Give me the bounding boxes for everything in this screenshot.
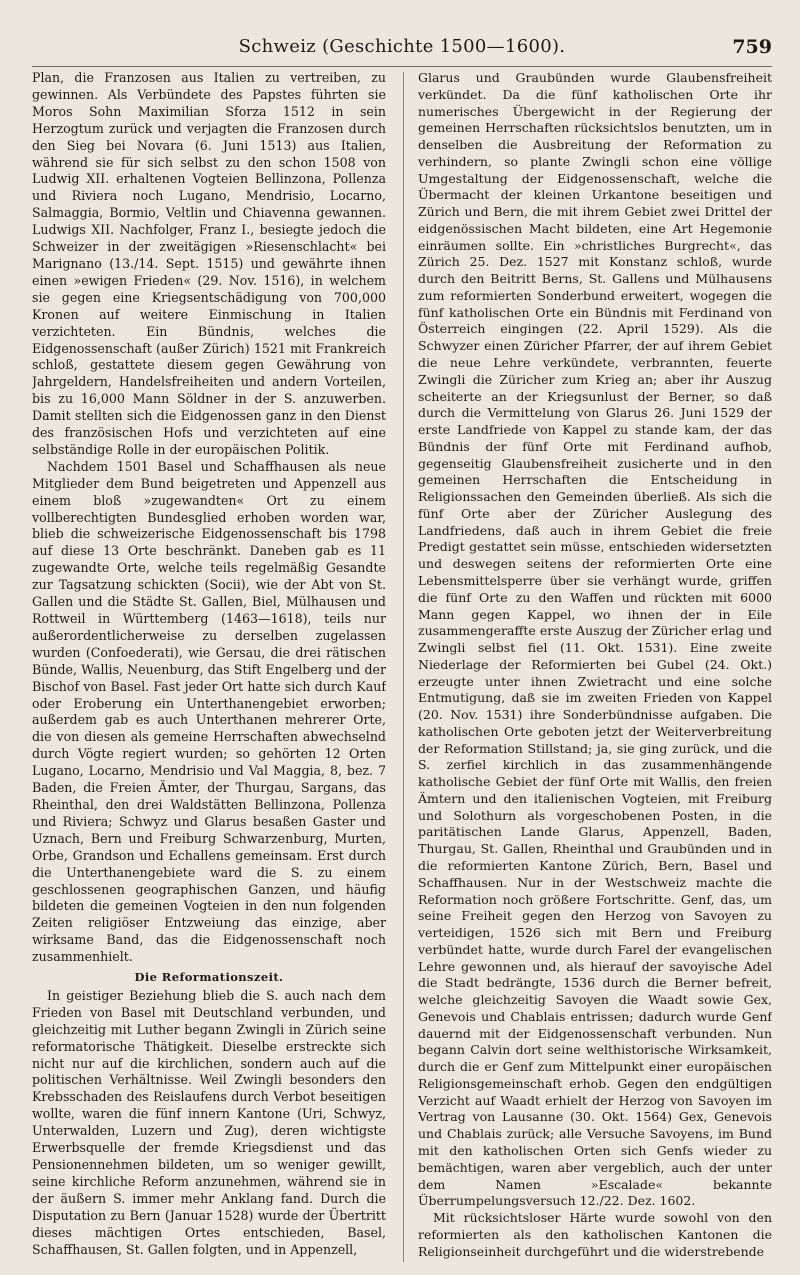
left-paragraph-2: Nachdem 1501 Basel und Schaffhausen als neue Mitglieder dem Bund beigetreten und Appenzell aus einem bloß »zugewandten« Ort zu einem vollberechtigten Bundesglied erhoben worden war, blieb die schweizerische Eidgenossenschaft bis 1798 auf diese 13 Orte beschränkt. Daneben gab es 11 zugewandte Orte, welche teils regelmäßig Gesandte zur Tagsatzung schickten (Socii), wie der Abt von St. Gallen und die Städte St. Gallen, Biel, Mülhausen und Rottweil in Württemberg (1463—1618), teils nur außerordentlicherweise zu derselben zugelassen wurden (Confoederati), wie Gersau, die drei rätischen Bünde, Wallis, Neuenburg, das Stift Engelberg und der Bischof von Basel. Fast jeder Ort hatte sich durch Kauf oder Eroberung ein Unterthanengebiet erworben; außerdem gab es auch Unterthanen mehrerer Orte, die von diesen als gemeine Herrschaften abwechselnd durch Vögte regiert wurden; so gehörten 12 Orten Lugano, Locarno, Mendrisio und Val Maggia, 8, bez. 7 Baden, die Freien Ämter, der Thurgau, Sargans, das Rheinthal, den drei Waldstätten Bellinzona, Pollenza und Riviera; Schwyz und Glarus besaßen Gaster und Uznach, Bern und Freiburg Schwarzenburg, Murten, Orbe, Grandson und Echallens gemeinsam. Erst durch die Unterthanengebiete ward die S. zu einem geschlossenen geographischen Ganzen, und häufig bildeten die gemeinen Vogteien in den nun folgenden Zeiten religiöser Entzweiung das einzige, aber wirksame Band, das die Eidgenossenschaft noch zusammenhielt. <box>32 458 386 965</box>
left-column <box>32 70 386 1265</box>
right-column <box>418 70 772 1265</box>
running-title: Schweiz (Geschichte 1500—1600). <box>238 36 566 57</box>
left-paragraph-1: Plan, die Franzosen aus Italien zu vertreiben, zu gewinnen. Als Verbündete des Papstes führten sie Moros Sohn Maximilian Sforza 1512 in sein Herzogtum zurück und verjagten die Franzosen durch den Sieg bei Novara (6. Juni 1513) aus Italien, während sie für sich selbst zu den schon 1508 von Ludwig XII. erhaltenen Vogteien Bellinzona, Pollenza und Riviera noch Lugano, Mendrisio, Locarno, Salmaggia, Bormio, Veltlin und Chiavenna gewannen. Ludwigs XII. Nachfolger, Franz I., besiegte jedoch die Schweizer in der zweitägigen »Riesenschlacht« bei Marignano (13./14. Sept. 1515) und gewährte ihnen einen »ewigen Frieden« (29. Nov. 1516), in welchem sie gegen eine Kriegsentschädigung von 700,000 Kronen auf weitere Einmischung in Italien verzichteten. Ein Bündnis, welches die Eidgenossenschaft (außer Zürich) 1521 mit Frankreich schloß, gestattete diesem gegen Gewährung von Jahrgeldern, Handelsfreiheiten und andern Vorteilen, bis zu 16,000 Mann Söldner in der S. anzuwerben. Damit stellten sich die Eidgenossen ganz in den Dienst des französischen Hofs und verzichteten auf eine selbständige Rolle in der europäischen Politik. <box>32 70 386 457</box>
column-divider <box>403 72 404 1262</box>
left-paragraph-3: In geistiger Beziehung blieb die S. auch nach dem Frieden von Basel mit Deutschland verbunden, und gleichzeitig mit Luther begann Zwingli in Zürich seine reformatorische Thätigkeit. Dieselbe erstreckte sich nicht nur auf die kirchlichen, sondern auch auf die politischen Verhältnisse. Weil Zwingli besonders den Krebsschaden des Reislaufens durch Verbot beseitigen wollte, waren die fünf innern Kantone (Uri, Schwyz, Unterwalden, Luzern und Zug), deren wichtigste Erwerbsquelle der fremde Kriegsdienst und das Pensionennehmen bildeten, um so weniger gewillt, seine kirchliche Reform anzunehmen, während sie in der äußern S. immer mehr Anklang fand. Durch die Disputation zu Bern (Januar 1528) wurde der Übertritt dieses mächtigen Ortes entschieden, Basel, Schaffhausen, St. Gallen folgten, und in Appenzell, <box>32 987 386 1257</box>
page-header <box>32 36 772 64</box>
page-number: 759 <box>732 36 772 58</box>
right-paragraph-2: Mit rücksichtsloser Härte wurde sowohl von den reformierten als den katholischen Kantonen die Religionseinheit durchgeführt und die widerstrebende <box>418 1210 772 1259</box>
right-paragraph-1: Glarus und Graubünden wurde Glaubensfreiheit verkündet. Da die fünf katholischen Orte ihr numerisches Übergewicht in der Regierung der gemeinen Herrschaften rücksichtslos benutzten, um in denselben die Ausbreitung der Reformation zu verhindern, so plante Zwingli schon eine völlige Umgestaltung der Eidgenossenschaft, welche die Übermacht der kleinen Urkantone beseitigen und Zürich und Bern, die mit ihrem Gebiet zwei Drittel der eidgenössischen Macht bildeten, eine Art Hegemonie einräumen sollte. Ein »christliches Burgrecht«, das Zürich 25. Dez. 1527 mit Konstanz schloß, wurde durch den Beitritt Berns, St. Gallens und Mülhausens zum reformierten Sonderbund erweitert, wogegen die fünf katholischen Orte ein Bündnis mit Ferdinand von Österreich eingingen (22. April 1529). Als die Schwyzer einen Züricher Pfarrer, der auf ihrem Gebiet die neue Lehre verkündete, verbrannten, feuerte Zwingli die Züricher zum Krieg an; aber ihr Auszug scheiterte an der Kriegsunlust der Berner, so daß durch die Vermittelung von Glarus 26. Juni 1529 der erste Landfriede von Kappel zu stande kam, der das Bündnis der fünf Orte mit Ferdinand aufhob, gegenseitig Glaubensfreiheit zusicherte und in den gemeinen Herrschaften die Entscheidung in Religionssachen den Gemeinden überließ. Als sich die fünf Orte aber der Züricher Auslegung des Landfriedens, daß auch in ihrem Gebiet die freie Predigt gestattet sein müsse, entschieden widersetzten und deswegen seitens der reformierten Orte eine Lebensmittelsperre über sie verhängt wurde, griffen die fünf Orte zu den Waffen und rückten mit 6000 Mann gegen Kappel, wo ihnen der in Eile zusammengeraffte erste Auszug der Züricher erlag und Zwingli selbst fiel (11. Okt. 1531). Eine zweite Niederlage der Reformierten bei Gubel (24. Okt.) erzeugte unter ihnen Zwietracht und eine solche Entmutigung, daß sie im zweiten Frieden von Kappel (20. Nov. 1531) ihre Sonderbündnisse aufgaben. Die katholischen Orte geboten jetzt der Weiterverbreitung der Reformation Stillstand; ja, sie ging zurück, und die S. zerfiel kirchlich in das zusammenhängende katholische Gebiet der fünf Orte mit Wallis, den freien Ämtern und den italienischen Vogteien, mit Freiburg und Solothurn als vorgeschobenen Posten, in die paritätischen Lande Glarus, Appenzell, Baden, Thurgau, St. Gallen, Rheinthal und Graubünden und in die reformierten Kantone Zürich, Bern, Basel und Schaffhausen. Nur in der Westschweiz machte die Reformation noch größere Fortschritte. Genf, das, um seine Freiheit gegen den Herzog von Savoyen zu verteidigen, 1526 sich mit Bern und Freiburg verbündet hatte, wurde durch Farel der evangelischen Lehre gewonnen und, als hierauf der savoyische Adel die Stadt bedrängte, 1536 durch die Berner befreit, welche gleichzeitig Savoyen die Waadt sowie Gex, Genevois und Chablais entrissen; dadurch wurde Genf dauernd mit der Eidgenossenschaft verbunden. Nun begann Calvin dort seine welthistorische Wirksamkeit, durch die er Genf zum Mittelpunkt einer europäischen Religionsgemeinschaft erhob. Gegen den endgültigen Verzicht auf Waadt erhielt der Herzog von Savoyen im Vertrag von Lausanne (30. Okt. 1564) Gex, Genevois und Chablais zurück; alle Versuche Savoyens, im Bund mit den katholischen Orten sich Genfs wieder zu bemächtigen, waren aber vergeblich, auch der unter dem Namen »Escalade« bekannte Überrumpelungsversuch 12./22. Dez. 1602. <box>418 70 772 1209</box>
header-rule <box>32 66 772 67</box>
section-heading: Die Reformationszeit. <box>134 970 284 985</box>
